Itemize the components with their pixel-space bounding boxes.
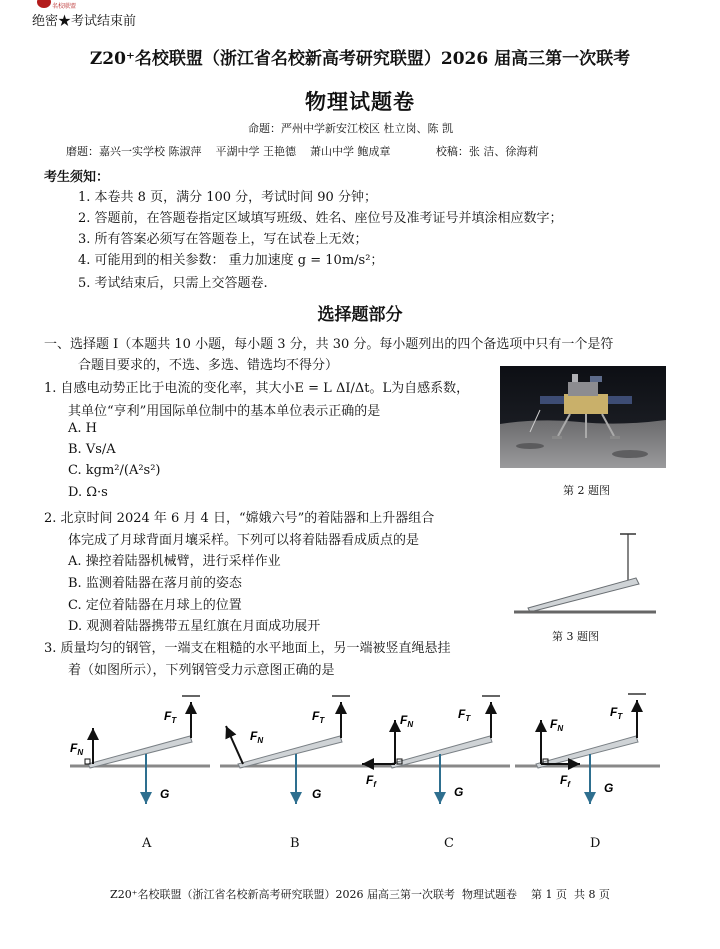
svg-text:FN: $F_N$: [550, 717, 564, 733]
svg-text:名校联盟: 名校联盟: [52, 3, 77, 10]
q1-stem-line-1: 1. 自感电动势正比于电流的变化率，其大小E = L ΔI/Δt。L为自感系数，: [44, 381, 470, 396]
q3-stem-line-2: 着（如图所示），下列钢管受力示意图正确的是: [68, 663, 335, 678]
part1-intro-line-2: 合题目要求的，不选、多选、错选均不得分）: [78, 358, 339, 373]
diagram-letter-a: A: [142, 836, 152, 851]
steel-pipe-figure: [510, 528, 660, 618]
force-diagram-a: [70, 696, 210, 804]
confidential-label: 绝密★考试结束前: [32, 14, 137, 29]
notice-item: 4. 可能用到的相关参数： 重力加速度 g = 10m/s²；: [78, 253, 384, 268]
q1-option-a: A. H: [68, 421, 97, 436]
q1-stem-line-2: 其单位“亨利”用国际单位制中的基本单位表示正确的是: [68, 404, 381, 419]
svg-text:G: G: [312, 787, 322, 801]
svg-text:Ff: $F_f$: [560, 773, 571, 789]
credits-line-1: 命题：严州中学新安江校区 杜立岗、陈 凯: [248, 122, 453, 135]
force-diagram-d: [515, 694, 660, 804]
svg-text:FT: $F_T$: [610, 705, 623, 721]
svg-text:FT: $F_T$: [164, 709, 177, 725]
q2-option-c: C. 定位着陆器在月球上的位置: [68, 598, 242, 613]
page-footer: Z20⁺名校联盟（浙江省名校新高考研究联盟）2026 届高三第一次联考 物理试题卷 第 1 页 共 8 页: [110, 888, 610, 901]
notice-item: 1. 本卷共 8 页，满分 100 分，考试时间 90 分钟；: [78, 190, 377, 205]
diagram-letter-b: B: [290, 836, 300, 851]
part1-intro-line-1: 一、选择题 I（本题共 10 小题，每小题 3 分，共 30 分。每小题列出的四个备选项中只有一个是符: [44, 337, 614, 352]
q3-stem-line-1: 3. 质量均匀的钢管，一端支在粗糙的水平地面上，另一端被竖直绳悬挂: [44, 641, 451, 656]
svg-text:FT: $F_T$: [312, 709, 325, 725]
svg-text:FN: $F_N$: [70, 741, 84, 757]
q1-option-c: C. kgm²/(A²s²): [68, 463, 161, 478]
q2-option-a: A. 操控着陆器机械臂，进行采样作业: [68, 554, 281, 569]
svg-text:G: G: [160, 787, 170, 801]
q2-option-b: B. 监测着陆器在落月前的姿态: [68, 576, 242, 591]
lunar-lander-photo: [500, 366, 666, 468]
force-diagram-c: [360, 696, 510, 804]
notice-heading: 考生须知：: [44, 170, 110, 185]
league-logo: [36, 0, 84, 10]
svg-text:FN: $F_N$: [400, 713, 414, 729]
paper-title: 物理试题卷: [305, 89, 415, 114]
q1-option-d: D. Ω·s: [68, 485, 108, 500]
force-diagram-b: [220, 696, 360, 804]
q2-stem-line-2: 体完成了月球背面月壤采样。下列可以将着陆器看成质点的是: [68, 533, 420, 548]
force-diagrams: [60, 680, 680, 830]
notice-item: 2. 答题前，在答题卷指定区域填写班级、姓名、座位号及准考证号并填涂相应数字；: [78, 211, 563, 226]
diagram-letter-c: C: [444, 836, 454, 851]
q2-stem-line-1: 2. 北京时间 2024 年 6 月 4 日，“嫦娥六号”的着陆器和上升器组合: [44, 511, 435, 526]
svg-text:FT: $F_T$: [458, 707, 471, 723]
fig3-caption: 第 3 题图: [552, 630, 599, 643]
q1-option-b: B. Vs/A: [68, 442, 116, 457]
q2-option-d: D. 观测着陆器携带五星红旗在月面成功展开: [68, 619, 321, 634]
svg-text:Ff: $F_f$: [366, 773, 377, 789]
section-title: 选择题部分: [317, 305, 403, 325]
notice-item: 5. 考试结束后，只需上交答题卷.: [78, 276, 268, 291]
exam-title: Z20⁺名校联盟（浙江省名校新高考研究联盟）2026 届高三第一次联考: [89, 49, 631, 69]
fig2-caption: 第 2 题图: [563, 484, 610, 497]
svg-text:G: G: [604, 781, 614, 795]
svg-text:FN: $F_N$: [250, 729, 264, 745]
credits-line-2: 磨题：嘉兴一实学校 陈淑萍 平湖中学 王艳德 萧山中学 鲍成章 校稿：张 洁、徐海莉: [66, 145, 539, 158]
diagram-letter-d: D: [590, 836, 601, 851]
svg-text:G: G: [454, 785, 464, 799]
notice-item: 3. 所有答案必须写在答题卷上，写在试卷上无效；: [78, 232, 368, 247]
